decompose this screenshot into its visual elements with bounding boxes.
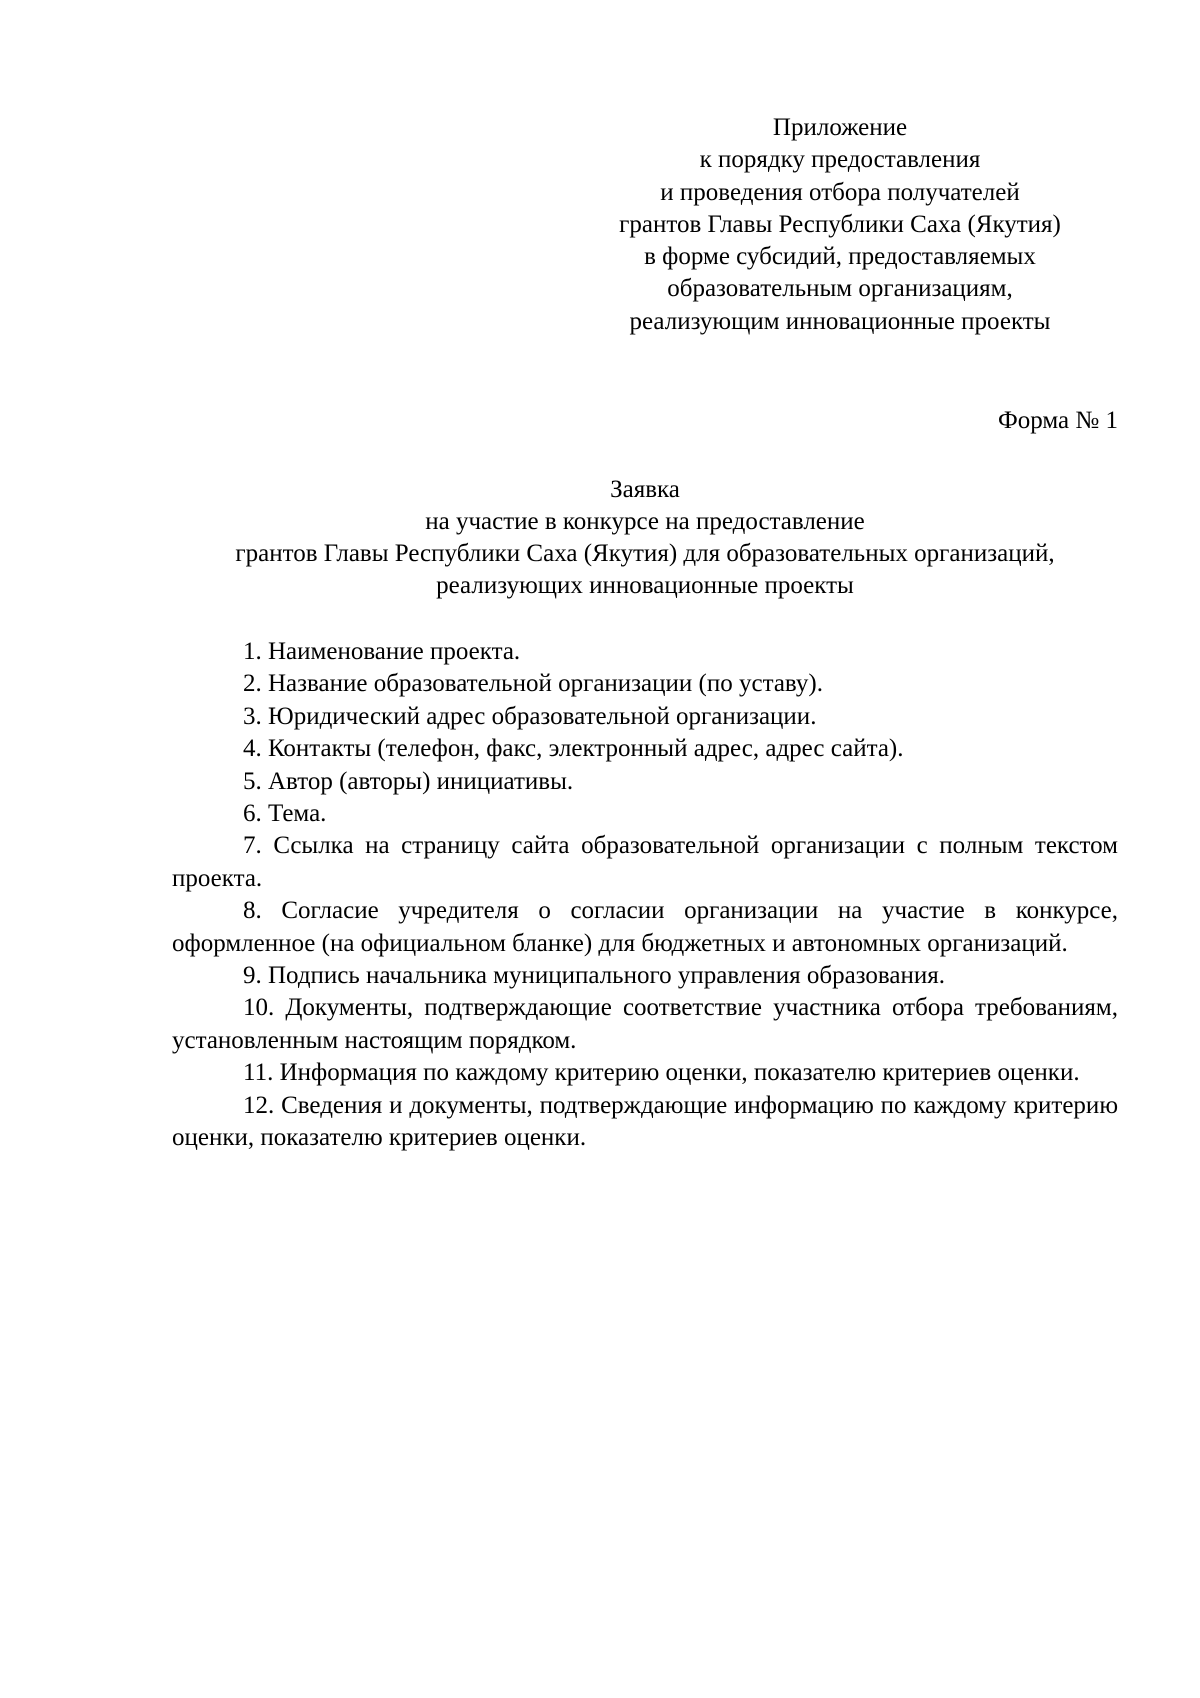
list-item: 12. Сведения и документы, подтверждающие информацию по каждому критерию оценки, показателю критериев оценки. — [172, 1091, 1118, 1152]
title-line: на участие в конкурсе на предоставление — [425, 508, 865, 535]
list-item: 9. Подпись начальника муниципального управления образования. — [243, 962, 945, 990]
list-item: 4. Контакты (телефон, факс, электронный адрес, адрес сайта). — [243, 735, 904, 763]
list-item: 1. Наименование проекта. — [243, 638, 521, 665]
list-item: 2. Название образовательной организации (по уставу). — [243, 670, 823, 698]
title-line: грантов Главы Республики Саха (Якутия) для образовательных организаций, — [235, 540, 1055, 567]
form-number: Форма № 1 — [998, 407, 1118, 434]
title-line: реализующих инновационные проекты — [436, 572, 854, 599]
appendix-line: Приложение — [772, 114, 908, 141]
list-item: 8. Согласие учредителя о согласии организации на участие в конкурсе, оформленное (на официальном бланке) для бюджетных и автономных организаций. — [172, 897, 1118, 957]
list-item: 6. Тема. — [243, 800, 327, 828]
appendix-line: реализующим инновационные проекты — [629, 307, 1051, 335]
list-item: 7. Ссылка на страницу сайта образовательной организации с полным текстом проекта. — [172, 832, 1118, 892]
appendix-line: грантов Главы Республики Саха (Якутия) — [619, 210, 1061, 238]
list-item: 11. Информация по каждому критерию оценки, показателю критериев оценки. — [243, 1059, 1080, 1087]
appendix-line: к порядку предоставления — [699, 146, 981, 174]
appendix-line: и проведения отбора получателей — [660, 178, 1020, 206]
document-title — [172, 474, 1118, 602]
appendix-line: образовательным организациям, — [667, 275, 1013, 303]
list-item: 3. Юридический адрес образовательной организации. — [243, 702, 817, 730]
list-item: 10. Документы, подтверждающие соответствие участника отбора требованиям, установленным настоящим порядком. — [172, 994, 1118, 1054]
list-item: 5. Автор (авторы) инициативы. — [243, 767, 574, 795]
title-line: Заявка — [610, 476, 680, 503]
application-items-list — [172, 636, 1118, 1155]
appendix-line: в форме субсидий, предоставляемых — [644, 243, 1036, 271]
appendix-header — [585, 112, 1095, 338]
